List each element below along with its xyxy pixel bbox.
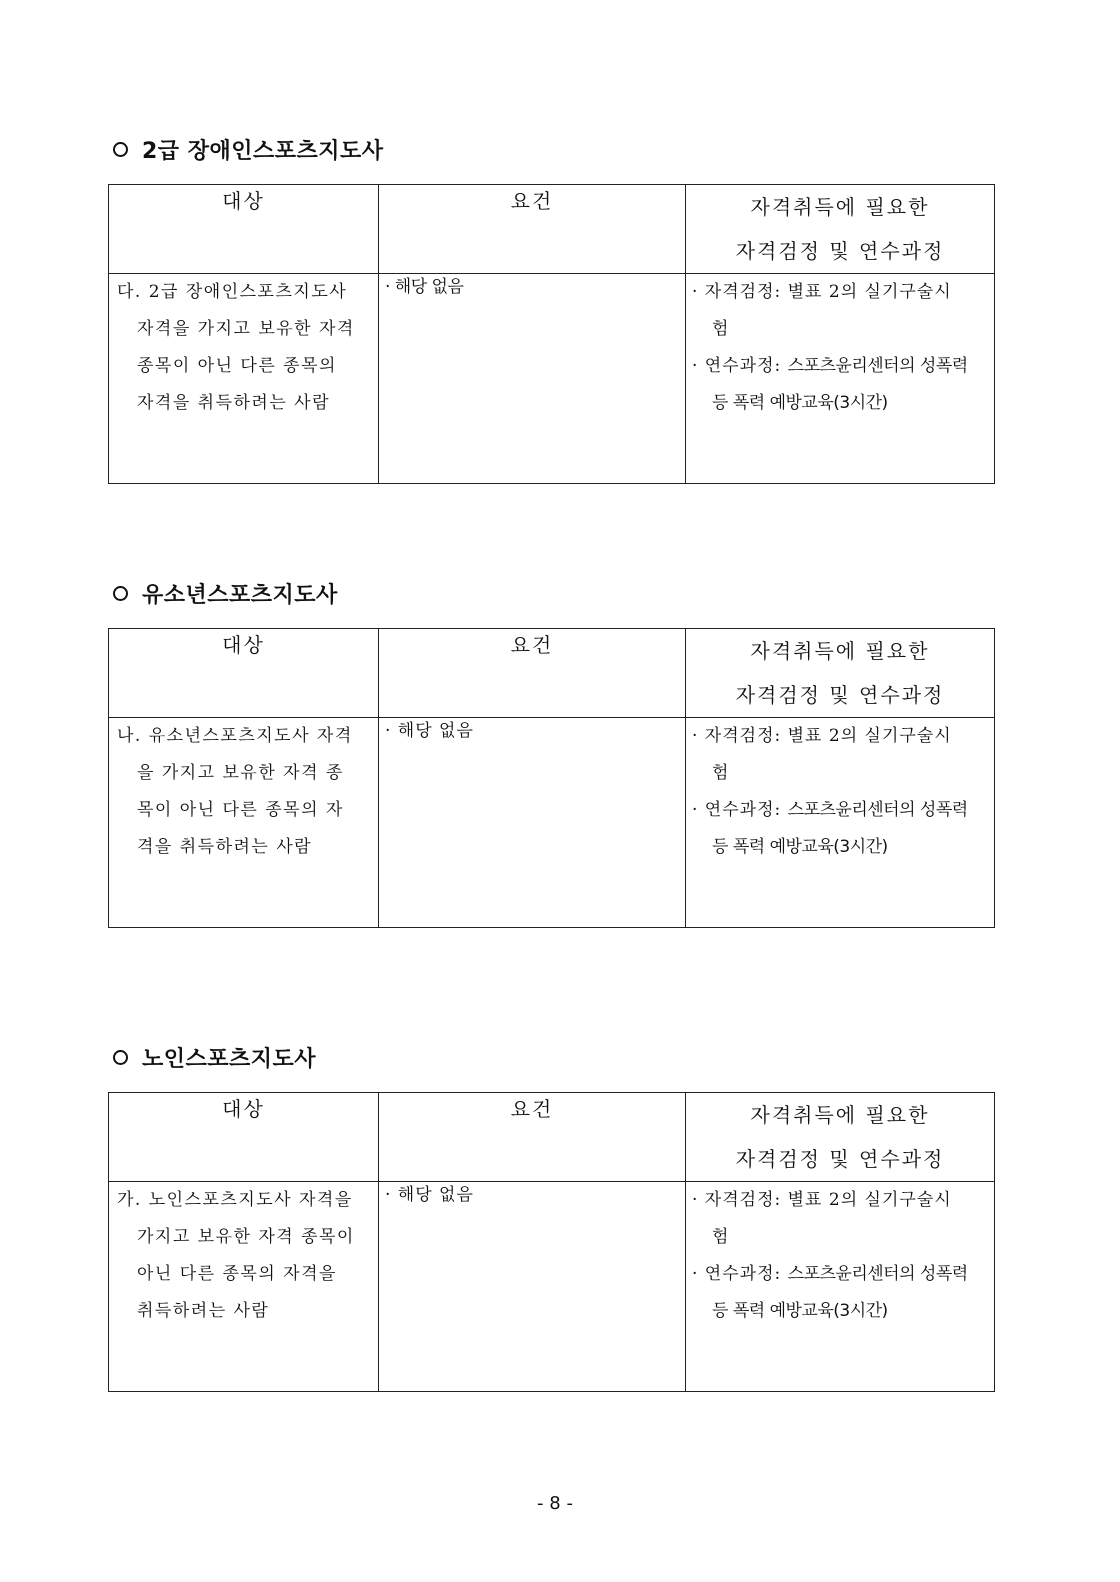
section-1-title [113,134,384,165]
section-title-text: 유소년스포츠지도사 [142,583,338,608]
section-title-text: 노인스포츠지도사 [142,1047,317,1072]
header-requirement: 요건 [379,629,686,718]
target-cell: 가. 노인스포츠지도사 자격을 가지고 보유한 자격 종목이 아닌 다른 종목의 자격을 취득하려는 사람 [109,1182,379,1392]
header-course: 자격취득에 필요한 자격검정 및 연수과정 [686,185,995,274]
header-requirement: 요건 [379,1093,686,1182]
requirement-cell: · 해당 없음 [379,274,686,484]
course-cell: · 자격검정: 별표 2의 실기구술시 험 · 연수과정: 스포츠윤리센터의 성폭력 등 폭력 예방교육(3시간) [686,718,995,928]
course-cell: · 자격검정: 별표 2의 실기구술시 험 · 연수과정: 스포츠윤리센터의 성폭력 등 폭력 예방교육(3시간) [686,1182,995,1392]
section-1-table [108,184,995,484]
header-course: 자격취득에 필요한 자격검정 및 연수과정 [686,629,995,718]
target-cell: 나. 유소년스포츠지도사 자격 을 가지고 보유한 자격 종 목이 아닌 다른 종목의 자 격을 취득하려는 사람 [109,718,379,928]
header-target: 대상 [109,1093,379,1182]
section-2-title [113,578,338,609]
section-2-table [108,628,995,928]
course-cell: · 자격검정: 별표 2의 실기구술시 험 · 연수과정: 스포츠윤리센터의 성폭력 등 폭력 예방교육(3시간) [686,274,995,484]
requirement-cell: · 해당 없음 [379,1182,686,1392]
header-requirement: 요건 [379,185,686,274]
requirement-cell: · 해당 없음 [379,718,686,928]
page-number: - 8 - [537,1493,573,1514]
circle-bullet-icon [113,586,128,601]
header-target: 대상 [109,629,379,718]
circle-bullet-icon [113,1050,128,1065]
section-3-title [113,1042,316,1073]
header-target: 대상 [109,185,379,274]
target-cell: 다. 2급 장애인스포츠지도사 자격을 가지고 보유한 자격 종목이 아닌 다른 종목의 자격을 취득하려는 사람 [109,274,379,484]
header-course: 자격취득에 필요한 자격검정 및 연수과정 [686,1093,995,1182]
section-title-text: 2급 장애인스포츠지도사 [142,139,384,164]
section-3-table [108,1092,995,1392]
circle-bullet-icon [113,142,128,157]
